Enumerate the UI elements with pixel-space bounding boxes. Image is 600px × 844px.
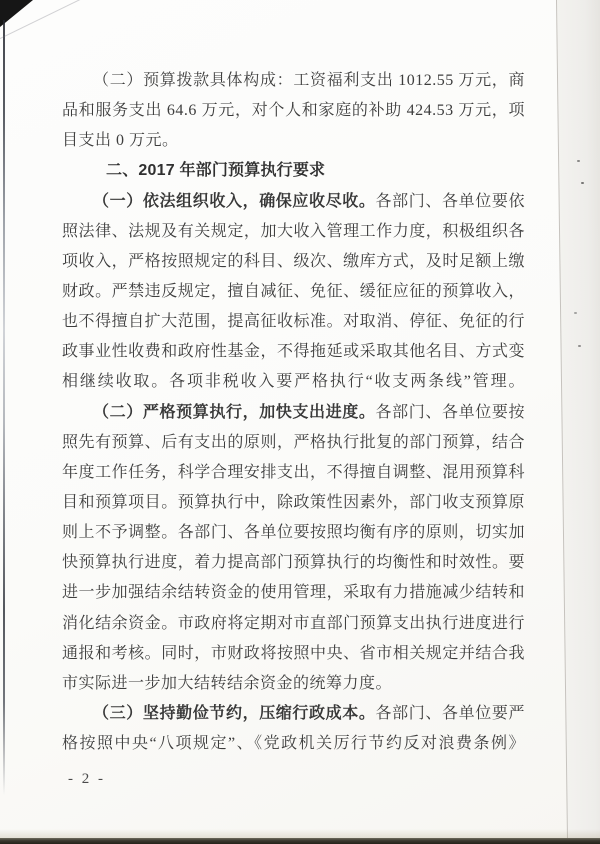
text-line: 快预算执行进度，着力提高部门预算执行的均衡性和时效性。要 [62, 554, 525, 572]
text-line: 年度工作任务，科学合理安排支出，不得擅自调整、混用预算科 [62, 463, 525, 481]
text-line: 进一步加强结余结转资金的使用管理，采取有力措施减少结转和 [62, 584, 525, 602]
text-line: 相继续收取。各项非税收入要严格执行“收支两条线”管理。 [62, 373, 525, 391]
text-line: （二）严格预算执行，加快支出进度。各部门、各单位要按 [93, 403, 525, 421]
section-heading: 二、2017 年部门预算执行要求 [106, 162, 326, 180]
text-line: （二）预算拨款具体构成：工资福利支出 1012.55 万元，商 [93, 72, 525, 89]
text-line: 照法律、法规及有关规定，加大收入管理工作力度，积极组织各 [62, 222, 525, 240]
bottom-scan-edge [0, 838, 600, 844]
paper-right-edge-shadow [556, 0, 600, 844]
text-line: 政事业性收费和政府性基金，不得拖延或采取其他名目、方式变 [62, 343, 525, 361]
page-number: - 2 - [68, 771, 106, 787]
text-line: 消化结余资金。市政府将定期对市直部门预算支出执行进度进行 [62, 614, 525, 632]
bottom-scan-band [0, 829, 600, 838]
text-line: 通报和考核。同时，市财政将按照中央、省市相关规定并结合我 [62, 644, 525, 662]
text-line: 市实际进一步加大结转结余资金的统筹力度。 [62, 674, 393, 692]
text-line: 则上不予调整。各部门、各单位要按照均衡有序的原则，切实加 [62, 524, 525, 542]
text-line: 目和预算项目。预算执行中，除政策性因素外，部门收支预算原 [62, 493, 525, 511]
text-line: （一）依法组织收入，确保应收尽收。各部门、各单位要依 [93, 192, 525, 210]
text-line: 也不得擅自扩大范围，提高征收标准。对取消、停征、免征的行 [62, 313, 525, 331]
text-line: 照先有预算、后有支出的原则，严格执行批复的部门预算，结合 [62, 433, 525, 451]
text-line: 项收入，严格按照规定的科目、级次、缴库方式，及时足额上缴 [62, 252, 525, 270]
text-line: 格按照中央“八项规定”、《党政机关厉行节约反对浪费条例》 [62, 735, 525, 753]
scan-noise-specks [577, 160, 580, 162]
text-line: 品和服务支出 64.6 万元，对个人和家庭的补助 424.53 万元，项 [62, 102, 525, 120]
paper-left-edge-shadow [3, 20, 5, 795]
text-line: 目支出 0 万元。 [62, 132, 179, 150]
text-line: （三）坚持勤俭节约，压缩行政成本。各部门、各单位要严 [93, 704, 525, 722]
document-text-block [62, 66, 525, 759]
text-line: 财政。严禁违反规定，擅自减征、免征、缓征应征的预算收入， [62, 282, 525, 300]
